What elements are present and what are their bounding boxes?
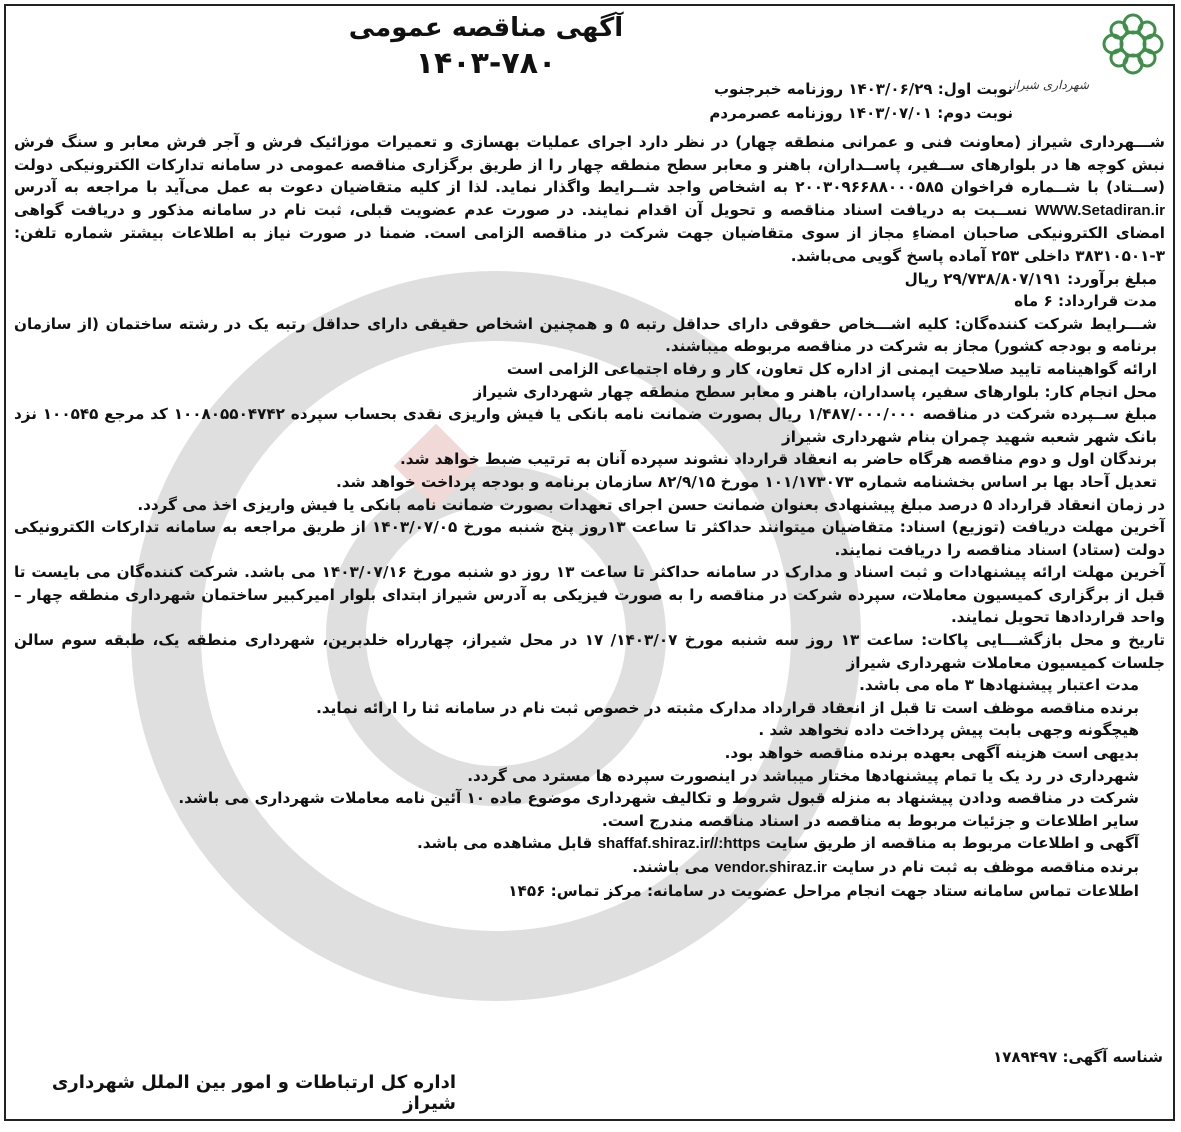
ad-identifier: شناسه آگهی: ۱۷۸۹۴۹۷ xyxy=(993,1048,1163,1066)
shaffaf-text-b: قابل مشاهده می باشد. xyxy=(417,834,593,853)
shaffaf-notice xyxy=(14,832,1165,856)
bidder-conditions: شـــرایط شرکت کننده‌گان: کلیه اشـــخاص حقوقی دارای حداقل رتبه ۵ و همچنین اشخاص حقیقی دارای حداقل رتبه یک در رشته ساختمان (از سازمان برنامه و بودجه کشور) مجاز به شرکت در مناقصه مربوطه میباشند. xyxy=(14,314,1157,356)
intro-paragraph xyxy=(14,131,1165,268)
intro-part-2: نســبت به دریافت اسناد مناقصه و تحویل آن اقدام نمایند. در صورت عدم عضویت قبلی، ثبت نام در سامانه مذکور و دریافت گواهی امضای الکترونیکی صاحبان امضاءِ مجاز از سوی متقاضیان جهت شرکت در مناقصه الزامی است. ضمنا در صورت نیاز به اطلاعات بیشتر شماره تلفن: ۳-۳۸۳۱۰۵۰۱ داخلی ۲۵۳ آماده پاسخ گویی می‌باشد. xyxy=(14,200,1165,265)
tender-number: ۱۴۰۳-۷۸۰ xyxy=(415,46,557,81)
intro-part-1: شـــهرداری شیراز (معاونت فنی و عمرانی منطقه چهار) در نظر دارد اجرای عملیات بهسازی و تعمیرات موزائیک فرش و آجر فرش معابر و سنگ فرش نبش کوچه ها در بلوارهای ســفیر، پاســداران، باهنر و معابر سطح منطقه چهار را از طریق برگزاری مناقصه عمومی در سامانه تدارکات الکترونیکی دولت (ســتاد) با شــماره فراخوان ۲۰۰۳۰۹۶۶۸۸۰۰۰۵۸۵ به اشخاص واجد شــرایط واگذار نماید. لذا از کلیه متقاضیان دعوت به عمل می‌آید با مراجعه به آدرس xyxy=(14,133,1165,197)
shaffaf-link[interactable]: shaffaf.shiraz.ir//:https xyxy=(597,835,761,853)
contract-duration: مدت قرارداد: ۶ ماه xyxy=(1014,292,1157,311)
rejection-right: شهرداری در رد یک یا تمام پیشنهادها مختار میباشد در اینصورت سپرده ها مسترد می گردد. xyxy=(467,766,1139,785)
ad-cost: بدیهی است هزینه آگهی بعهده برنده مناقصه خواهد بود. xyxy=(724,744,1139,763)
opening-date: تاریخ و محل بازگشـــایی پاکات: ساعت ۱۳ روز سه شنبه مورخ ۱۴۰۳/۰۷/ ۱۷ در محل شیراز، چهارراه خلدبرین، شهرداری منطقه یک، طبقه سوم سالن جلسات کمیسیون معاملات شهرداری شیراز xyxy=(14,631,1165,672)
documents-deadline: آخرین مهلت دریافت (توزیع) اسناد: متقاضیان میتوانند حداکثر تا ساعت ۱۳روز پنج شنبه مورخ ۱۴۰۳/۰۷/۰۵ از طریق مراجعه به سامانه تدارکات الکترونیکی دولت (ستاد) اسناد مناقصه را دریافت نمایند. xyxy=(14,518,1165,559)
performance-guarantee: در زمان انعقاد قرارداد ۵ درصد مبلغ پیشنهادی بعنوان ضمانت حسن اجرای تعهدات بصورت ضمانت نامه بانکی یا فیش واریزی اخذ می گردد. xyxy=(137,495,1165,514)
shaffaf-text-a: آگهی و اطلاعات مربوط به مناقصه از طریق سایت xyxy=(765,834,1139,853)
vendor-link[interactable]: vendor.shiraz.ir xyxy=(714,859,827,876)
deposit-amount: مبلغ ســپرده شرکت در مناقصه ۱/۴۸۷/۰۰۰/۰۰۰ ریال بصورت ضمانت نامه بانکی یا فیش واریزی نقدی بحساب سپرده ۱۰۰۸۰۵۵۰۴۷۴۲ کد مرجع ۱۰۰۵۴۵ نزد بانک شهر شعبه شهید چمران بنام شهرداری شیراز xyxy=(14,405,1157,446)
vendor-notice xyxy=(14,856,1165,880)
setadiran-link[interactable]: WWW.Setadiran.ir xyxy=(1035,201,1165,219)
publication-first: نوبت اول: ۱۴۰۳/۰۶/۲۹ روزنامه خبرجنوب xyxy=(713,80,1013,98)
submission-deadline: آخرین مهلت ارائه پیشنهادات و ثبت اسناد و مدارک در سامانه حداکثر تا ساعت ۱۳ روز دو شنبه مورخ ۱۴۰۳/۰۷/۱۶ می باشد. شرکت کننده‌گان می بایست تا قبل از برگزاری کمیسیون معاملات، سپرده شرکت در مناقصه را به صورت فیزیکی به آدرس شیراز ابتدای بلوار امیرکبیر ساختمان شهرداری منطقه چهار – واحد قراردادها تحویل نمایند. xyxy=(14,563,1165,627)
work-location: محل انجام کار: بلوارهای سفیر، پاسداران، باهنر و معابر سطح منطقه چهار شهرداری شیراز xyxy=(473,382,1157,401)
no-prepayment: هیچگونه وجهی بابت پیش پرداخت داده نخواهد شد . xyxy=(758,721,1139,740)
safety-certificate: ارائه گواهینامه تایید صلاحیت ایمنی از اداره کل تعاون، کار و رفاه اجتماعی الزامی است xyxy=(506,359,1157,378)
issuing-office: اداره کل ارتباطات و امور بین الملل شهرداری شیراز xyxy=(51,1072,456,1114)
brand-signature: شهرداری شیراز xyxy=(1009,78,1089,92)
vendor-text-b: می باشند. xyxy=(632,858,710,876)
offer-validity: مدت اعتبار پیشنهادها ۳ ماه می باشد. xyxy=(859,676,1139,695)
winners-clause: برندگان اول و دوم مناقصه هرگاه حاضر به انعقاد قرارداد نشوند سپرده آنان به ترتیب ضبط خواهد شد. xyxy=(400,450,1157,469)
price-adjustment: تعدیل آحاد بها بر اساس بخشنامه شماره ۱۰۱/۱۷۳۰۷۳ مورخ ۸۲/۹/۱۵ سازمان برنامه و بودجه پرداخت خواهد شد. xyxy=(335,472,1157,491)
sana-registration: برنده مناقصه موظف است تا قبل از انعقاد قرارداد مدارک مثبته در خصوص ثبت نام در سامانه ثنا را ارائه نماید. xyxy=(316,698,1139,717)
estimate: مبلغ برآورد: ۲۹/۷۳۸/۸۰۷/۱۹۱ ریال xyxy=(904,269,1157,288)
other-information: سایر اطلاعات و جزئیات مربوط به مناقصه در اسناد مناقصه مندرج است. xyxy=(601,811,1139,830)
tender-notice xyxy=(4,4,1175,1121)
notice-title: آگهی مناقصه عمومی xyxy=(348,13,624,43)
acceptance-terms: شرکت در مناقصه ودادن پیشنهاد به منزله قبول شروط و تکالیف شهرداری موضوع ماده ۱۰ آئین نامه معاملات شهرداری می باشد. xyxy=(178,789,1139,808)
vendor-text-a: برنده مناقصه موظف به ثبت نام در سایت xyxy=(832,858,1139,876)
setad-contact: اطلاعات تماس سامانه ستاد جهت انجام مراحل عضویت در سامانه: مرکز تماس: ۱۴۵۶ xyxy=(508,881,1139,900)
shiraz-municipality-logo-icon xyxy=(1101,12,1165,76)
notice-body xyxy=(14,131,1165,902)
publication-second: نوبت دوم: ۱۴۰۳/۰۷/۰۱ روزنامه عصرمردم xyxy=(709,104,1013,122)
